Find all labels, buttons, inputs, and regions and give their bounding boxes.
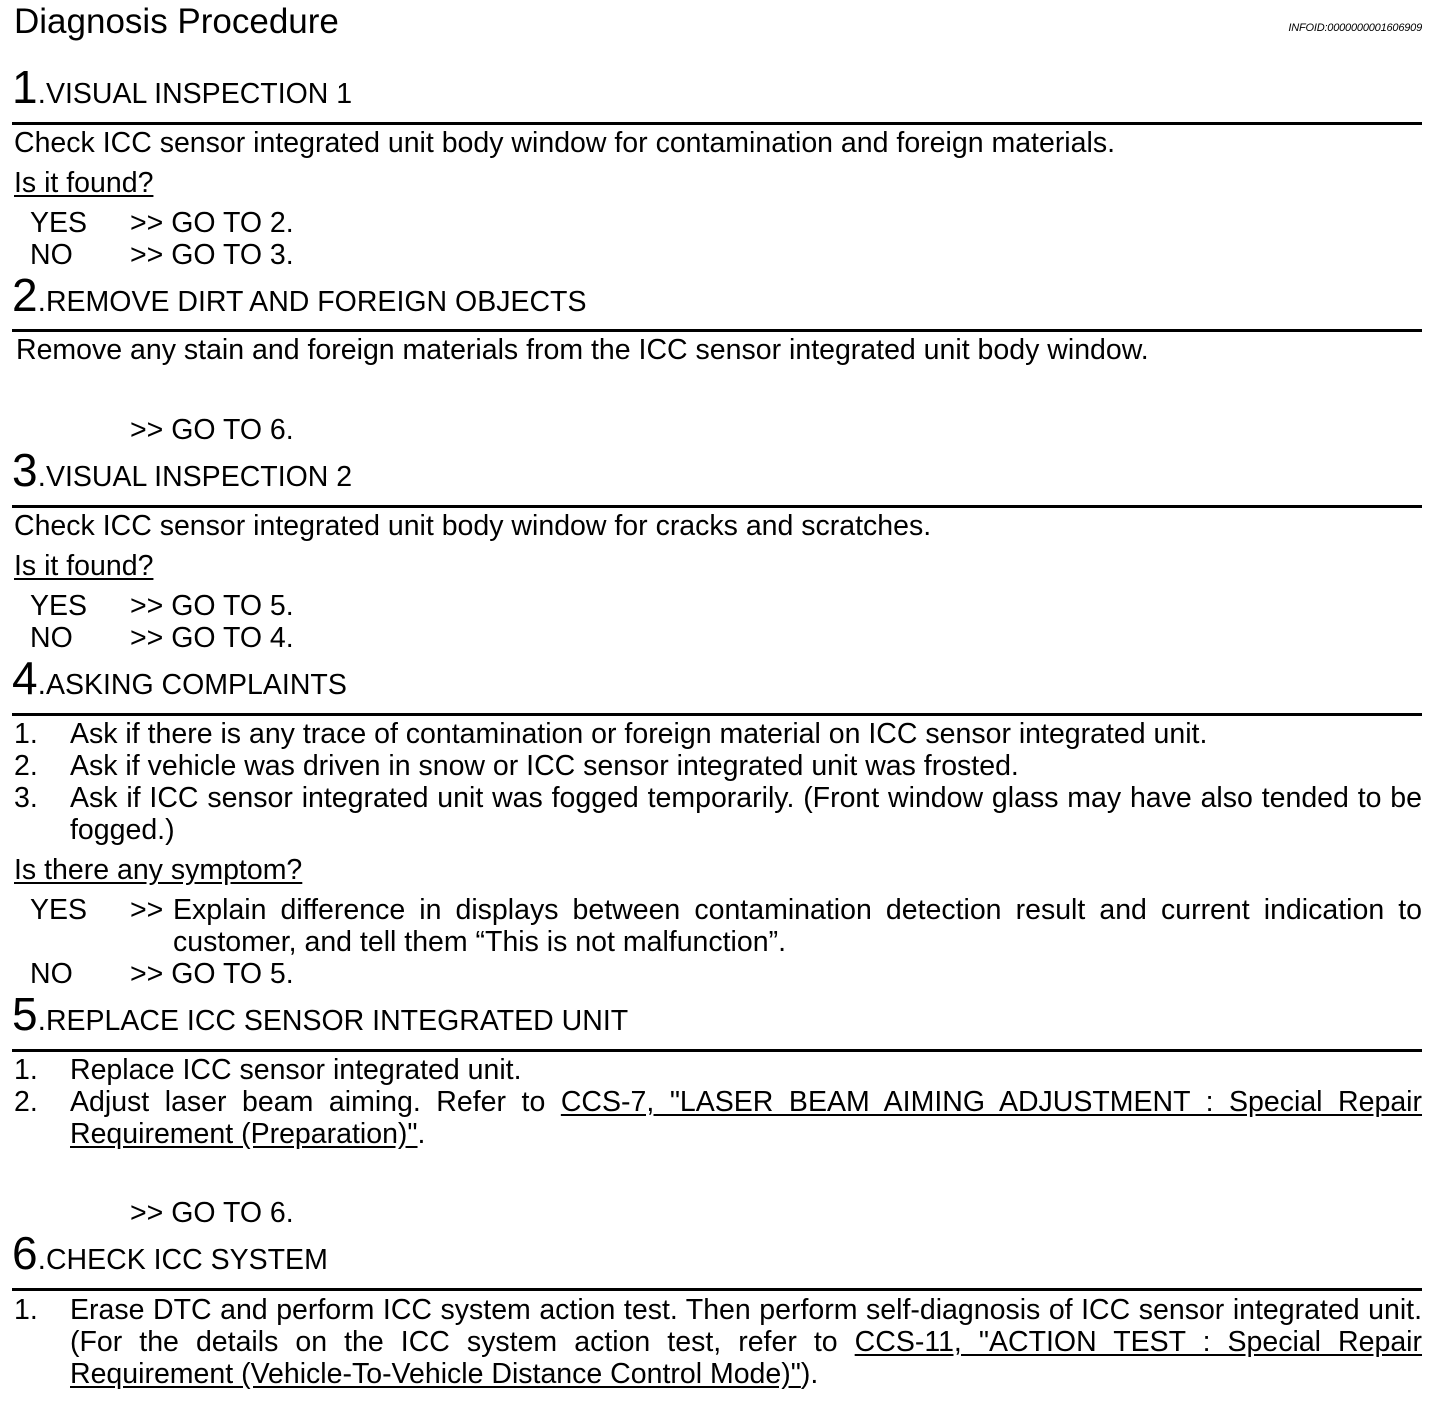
- list-number: 3.: [14, 782, 38, 814]
- step-question: Is it found?: [14, 167, 154, 199]
- step-6-heading: 6.CHECK ICC SYSTEM: [12, 1227, 328, 1279]
- list-item-text: Adjust laser beam aiming. Refer to: [70, 1086, 561, 1118]
- list-item: Replace ICC sensor integrated unit.: [70, 1054, 522, 1086]
- list-item-text: Erase DTC and perform ICC system action test. Then perform self-diagnosis of ICC sensor integrated unit. (For the details on the ICC system action test, refer to: [70, 1294, 1422, 1358]
- step-instruction: Check ICC sensor integrated unit body window for contamination and foreign materials.: [14, 127, 1115, 159]
- reference-link[interactable]: CCS-11, "ACTION TEST : Special Repair Requirement (Vehicle-To-Vehicle Distance Control Mode)": [70, 1326, 1422, 1390]
- list-item-text-end: .: [417, 1118, 426, 1150]
- step-question: Is there any symptom?: [14, 854, 303, 886]
- list-number: 1.: [14, 1294, 38, 1326]
- step-5-heading: 5.REPLACE ICC SENSOR INTEGRATED UNIT: [12, 988, 629, 1040]
- step-instruction: Check ICC sensor integrated unit body window for cracks and scratches.: [14, 510, 932, 542]
- list-number: 1.: [14, 718, 38, 750]
- list-item: [70, 1086, 1422, 1150]
- list-item: Ask if there is any trace of contamination or foreign material on ICC sensor integrated unit.: [70, 718, 1208, 750]
- step-2-heading: 2.REMOVE DIRT AND FOREIGN OBJECTS: [12, 269, 587, 321]
- list-item: Ask if ICC sensor integrated unit was fogged temporarily. (Front window glass may have also tended to be fogged.): [70, 782, 1422, 846]
- list-item-text-end: ).: [800, 1358, 819, 1390]
- page-title: Diagnosis Procedure: [14, 2, 339, 41]
- step-title: REPLACE ICC SENSOR INTEGRATED UNIT: [45, 1005, 629, 1037]
- section-divider: [12, 505, 1422, 508]
- section-divider: [12, 1049, 1422, 1052]
- list-item: [70, 1294, 1422, 1390]
- step-action: >> GO TO 6.: [130, 1197, 294, 1229]
- step-3-heading: 3.VISUAL INSPECTION 2: [12, 444, 353, 496]
- step-1-heading: 1.VISUAL INSPECTION 1: [12, 61, 353, 113]
- list-item: Ask if vehicle was driven in snow or ICC sensor integrated unit was frosted.: [70, 750, 1019, 782]
- section-divider: [12, 122, 1422, 125]
- step-instruction: Remove any stain and foreign materials from the ICC sensor integrated unit body window.: [16, 334, 1149, 366]
- step-number: 1: [12, 61, 38, 113]
- no-action: >> GO TO 4.: [130, 622, 294, 654]
- yes-arrow: >>: [130, 894, 164, 926]
- step-number: 4: [12, 652, 38, 704]
- list-number: 2.: [14, 1086, 38, 1118]
- section-divider: [12, 1288, 1422, 1291]
- step-title: REMOVE DIRT AND FOREIGN OBJECTS: [45, 286, 587, 318]
- step-title: CHECK ICC SYSTEM: [45, 1244, 328, 1276]
- yes-label: YES: [30, 590, 88, 622]
- step-4-heading: 4.ASKING COMPLAINTS: [12, 652, 347, 704]
- reference-link[interactable]: CCS-7, "LASER BEAM AIMING ADJUSTMENT : Special Repair Requirement (Preparation)": [70, 1086, 1422, 1150]
- yes-label: YES: [30, 894, 88, 926]
- step-question: Is it found?: [14, 550, 154, 582]
- list-number: 2.: [14, 750, 38, 782]
- no-label: NO: [30, 239, 73, 271]
- step-number: 6: [12, 1227, 38, 1279]
- section-divider: [12, 329, 1422, 332]
- yes-action: >> GO TO 5.: [130, 590, 294, 622]
- step-title: VISUAL INSPECTION 2: [45, 461, 353, 493]
- step-action: >> GO TO 6.: [130, 414, 294, 446]
- no-label: NO: [30, 958, 73, 990]
- yes-action: >> GO TO 2.: [130, 207, 294, 239]
- no-action: >> GO TO 5.: [130, 958, 294, 990]
- no-action: >> GO TO 3.: [130, 239, 294, 271]
- step-number: 2: [12, 269, 38, 321]
- list-number: 1.: [14, 1054, 38, 1086]
- step-title: VISUAL INSPECTION 1: [45, 78, 353, 110]
- yes-action: Explain difference in displays between contamination detection result and current indication to customer, and tell them “This is not malfunction”.: [173, 894, 1422, 958]
- yes-label: YES: [30, 207, 88, 239]
- no-label: NO: [30, 622, 73, 654]
- step-number: 5: [12, 988, 38, 1040]
- step-number: 3: [12, 444, 38, 496]
- step-title: ASKING COMPLAINTS: [45, 669, 347, 701]
- info-id: INFOID:0000000001606909: [1288, 22, 1422, 34]
- section-divider: [12, 713, 1422, 716]
